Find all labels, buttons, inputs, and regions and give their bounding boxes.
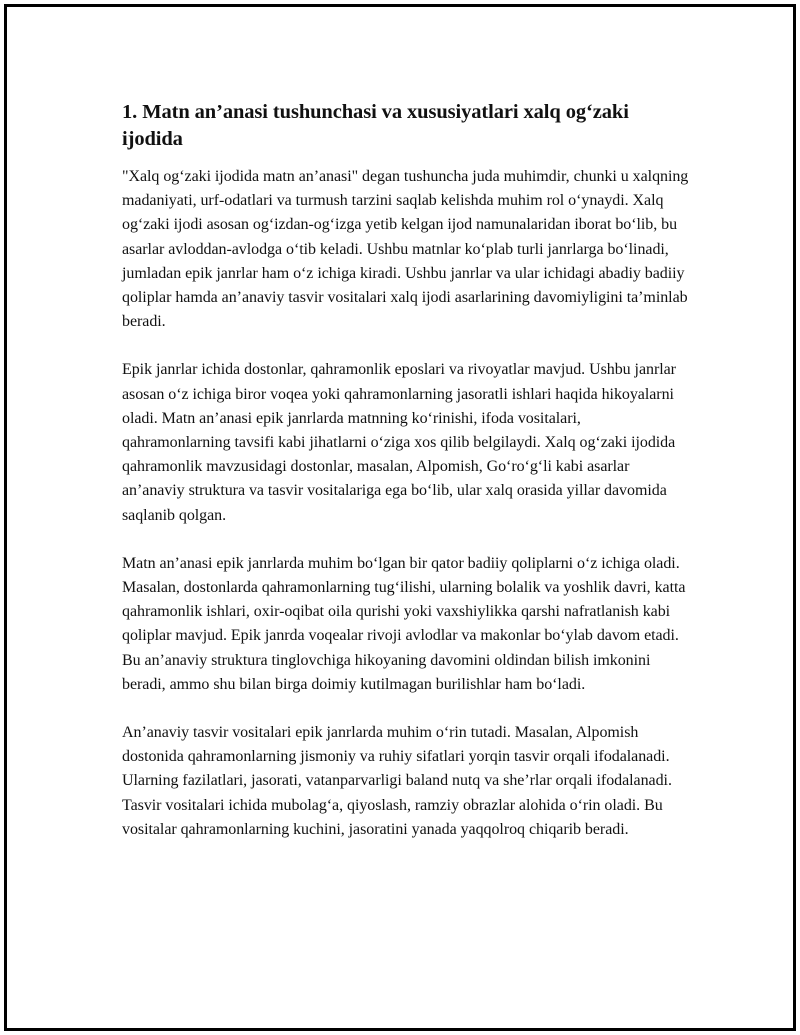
paragraph-2: Epik janrlar ichida dostonlar, qahramonlik eposlari va rivoyatlar mavjud. Ushbu janrlar asosan o‘z ichiga biror voqea yoki qahramonlarning jasoratli ishlari haqida hikoyalarni oladi. Matn an’anasi epik janrlarda matnning ko‘rinishi, ifoda vositalari, qahramonlarning tavsifi kabi jihatlarni o‘ziga xos qilib belgilaydi. Xalq og‘zaki ijodida qahramonlik mavzusidagi dostonlar, masalan, Alpomish, Go‘ro‘g‘li kabi asarlar an’anaviy struktura va tasvir vositalariga ega bo‘lib, ular xalq orasida yillar davomida saqlanib qolgan. (122, 361, 676, 524)
section-title: 1. Matn an’anasi tushunchasi va xususiyatlari xalq og‘zaki ijodida (122, 101, 629, 150)
paragraph-4: An’anaviy tasvir vositalari epik janrlarda muhim o‘rin tutadi. Masalan, Alpomish dostonida qahramonlarning jismoniy va ruhiy sifatlari yorqin tasvir orqali ifodalanadi. Ularning fazilatlari, jasorati, vatanparvarligi baland nutq va she’rlar orqali ifodalanadi. Tasvir vositalari ichida mubolag‘a, qiyoslash, ramziy obrazlar alohida o‘rin oladi. Bu vositalar qahramonlarning kuchini, jasoratini yanada yaqqolroq chiqarib beradi. (122, 724, 672, 838)
page-frame (4, 4, 796, 1031)
paragraph-1: "Xalq og‘zaki ijodida matn an’anasi" degan tushuncha juda muhimdir, chunki u xalqning madaniyati, urf-odatlari va turmush tarzini saqlab kelishda muhim rol o‘ynaydi. Xalq og‘zaki ijodi asosan og‘izdan-og‘izga yetib kelgan ijod namunalaridan iborat bo‘lib, bu asarlar avloddan-avlodga o‘tib keladi. Ushbu matnlar ko‘plab turli janrlarga bo‘linadi, jumladan epik janrlar ham o‘z ichiga kiradi. Ushbu janrlar va ular ichidagi abadiy badiiy qoliplar hamda an’anaviy tasvir vositalari xalq ijodi asarlarining davomiyligini ta’minlab beradi. (122, 168, 689, 331)
paragraph-3: Matn an’anasi epik janrlarda muhim bo‘lgan bir qator badiiy qoliplarni o‘z ichiga oladi. Masalan, dostonlarda qahramonlarning tug‘ilishi, ularning bolalik va yoshlik davri, katta qahramonlik ishlari, oxir-oqibat oila qurishi yoki vaxshiylikka qarshi nafratlanish kabi qoliplar mavjud. Epik janrda voqealar rivoji avlodlar va makonlar bo‘ylab davom etadi. Bu an’anaviy struktura tinglovchiga hikoyaning davomini oldindan bilish imkonini beradi, ammo shu bilan birga doimiy kutilmagan burilishlar ham bo‘ladi. (122, 554, 686, 693)
document-body (122, 99, 692, 866)
